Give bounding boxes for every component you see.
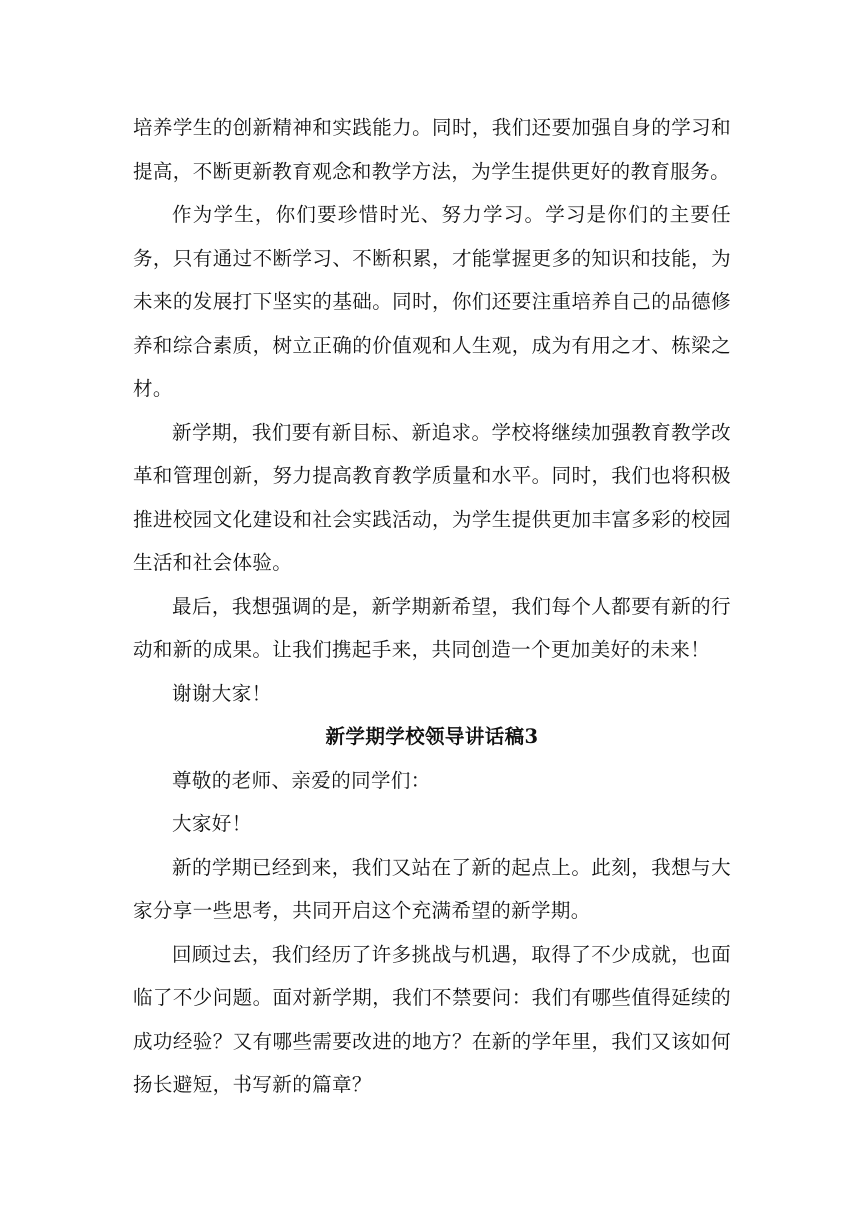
paragraph-review: 回顾过去，我们经历了许多挑战与机遇，取得了不少成就，也面临了不少问题。面对新学期，我们不禁要问：我们有哪些值得延续的成功经验？又有哪些需要改进的地方？在新的学年里，我们又该如何扬长避短，书写新的篇章？ [133, 942, 731, 1096]
greeting: 大家好！ [172, 812, 252, 835]
document-body [133, 106, 731, 1107]
paragraph-new-semester-goals: 新学期，我们要有新目标、新追求。学校将继续加强教育教学改革和管理创新，努力提高教育教学质量和水平。同时，我们也将积极推进校园文化建设和社会实践活动，为学生提供更加丰富多彩的校园生活和社会体验。 [133, 420, 731, 574]
section-title: 新学期学校领导讲话稿3 [325, 725, 539, 748]
paragraph-students: 作为学生，你们要珍惜时光、努力学习。学习是你们的主要任务，只有通过不断学习、不断积累，才能掌握更多的知识和技能，为未来的发展打下坚实的基础。同时，你们还要注重培养自己的品德修养和综合素质，树立正确的价值观和人生观，成为有用之才、栋梁之材。 [133, 203, 731, 400]
paragraph-new-start: 新的学期已经到来，我们又站在了新的起点上。此刻，我想与大家分享一些思考，共同开启这个充满希望的新学期。 [133, 855, 731, 922]
salutation: 尊敬的老师、亲爱的同学们： [172, 768, 431, 792]
paragraph-closing: 最后，我想强调的是，新学期新希望，我们每个人都要有新的行动和新的成果。让我们携起手来，共同创造一个更加美好的未来！ [133, 594, 731, 661]
paragraph-continuation: 培养学生的创新精神和实践能力。同时，我们还要加强自身的学习和提高，不断更新教育观念和教学方法，为学生提供更好的教育服务。 [133, 116, 731, 183]
paragraph-thanks: 谢谢大家！ [172, 681, 272, 705]
